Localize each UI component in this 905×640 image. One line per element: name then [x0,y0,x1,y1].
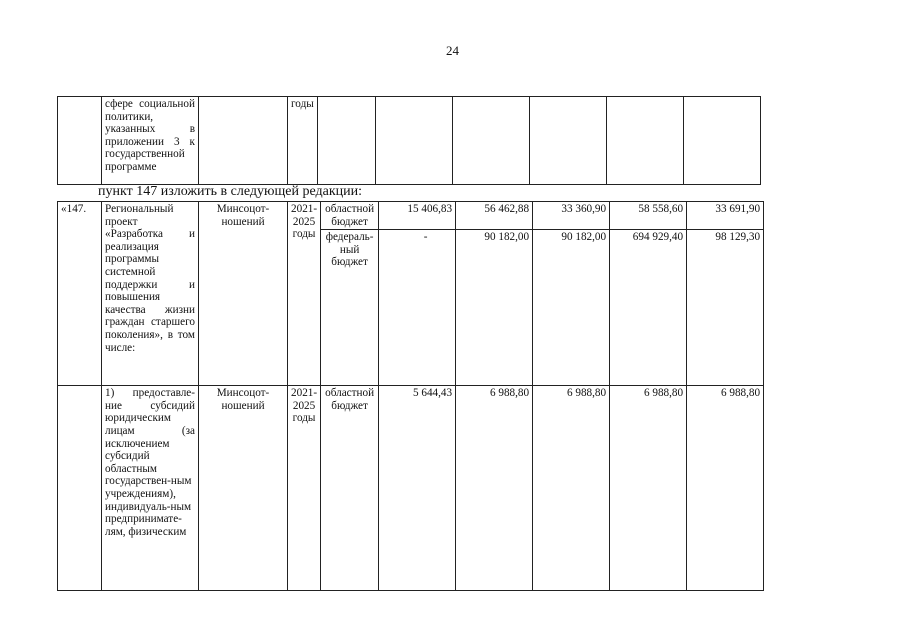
event-name-cell: сфере социальной политики, указанных в приложении 3 к государственной программе [102,97,199,185]
executor-cell: Минсоцот-ношений [199,202,288,386]
value-cell: 5 644,43 [379,386,456,591]
table-row [58,386,764,591]
source-cell: областной бюджет [321,202,379,230]
period-cell: 2021-2025 годы [288,202,321,386]
value-cell: 90 182,00 [533,230,610,386]
value-cell: 6 988,80 [610,386,687,591]
executor-cell: Минсоцот-ношений [199,386,288,591]
value-cell [375,97,452,185]
value-cell: 56 462,88 [456,202,533,230]
value-cell: - [379,230,456,386]
value-cell: 33 360,90 [533,202,610,230]
value-cell: 58 558,60 [610,202,687,230]
table-row [58,97,761,185]
value-cell [529,97,606,185]
value-cell: 33 691,90 [687,202,764,230]
value-cell: 98 129,30 [687,230,764,386]
period-cell: 2021-2025 годы [288,386,321,591]
source-cell: областной бюджет [321,386,379,591]
continuation-table [57,96,761,185]
number-cell [58,97,102,185]
number-cell [58,386,102,591]
value-cell [452,97,529,185]
executor-cell [199,97,288,185]
funding-table [57,201,764,591]
value-cell: 6 988,80 [456,386,533,591]
period-cell: годы [288,97,318,185]
value-cell: 90 182,00 [456,230,533,386]
source-cell: федераль-ный бюджет [321,230,379,386]
value-cell [606,97,683,185]
value-cell: 6 988,80 [687,386,764,591]
value-cell: 15 406,83 [379,202,456,230]
number-cell: «147. [58,202,102,386]
amendment-instruction: пункт 147 изложить в следующей редакции: [98,184,362,199]
table-row [58,202,764,230]
value-cell: 6 988,80 [533,386,610,591]
value-cell [683,97,760,185]
value-cell: 694 929,40 [610,230,687,386]
source-cell [317,97,375,185]
page-number: 24 [446,43,459,58]
event-name-cell: 1) предоставле-ние субсидий юридическим лицам (за исключением субсидий областным государствен-ным учреждениям), индивидуаль-ным предпринимате-лям, физическим [102,386,199,591]
event-name-cell: Региональный проект «Разработка и реализация программы системной поддержки и повышения качества жизни граждан старшего поколения», в том числе: [102,202,199,386]
